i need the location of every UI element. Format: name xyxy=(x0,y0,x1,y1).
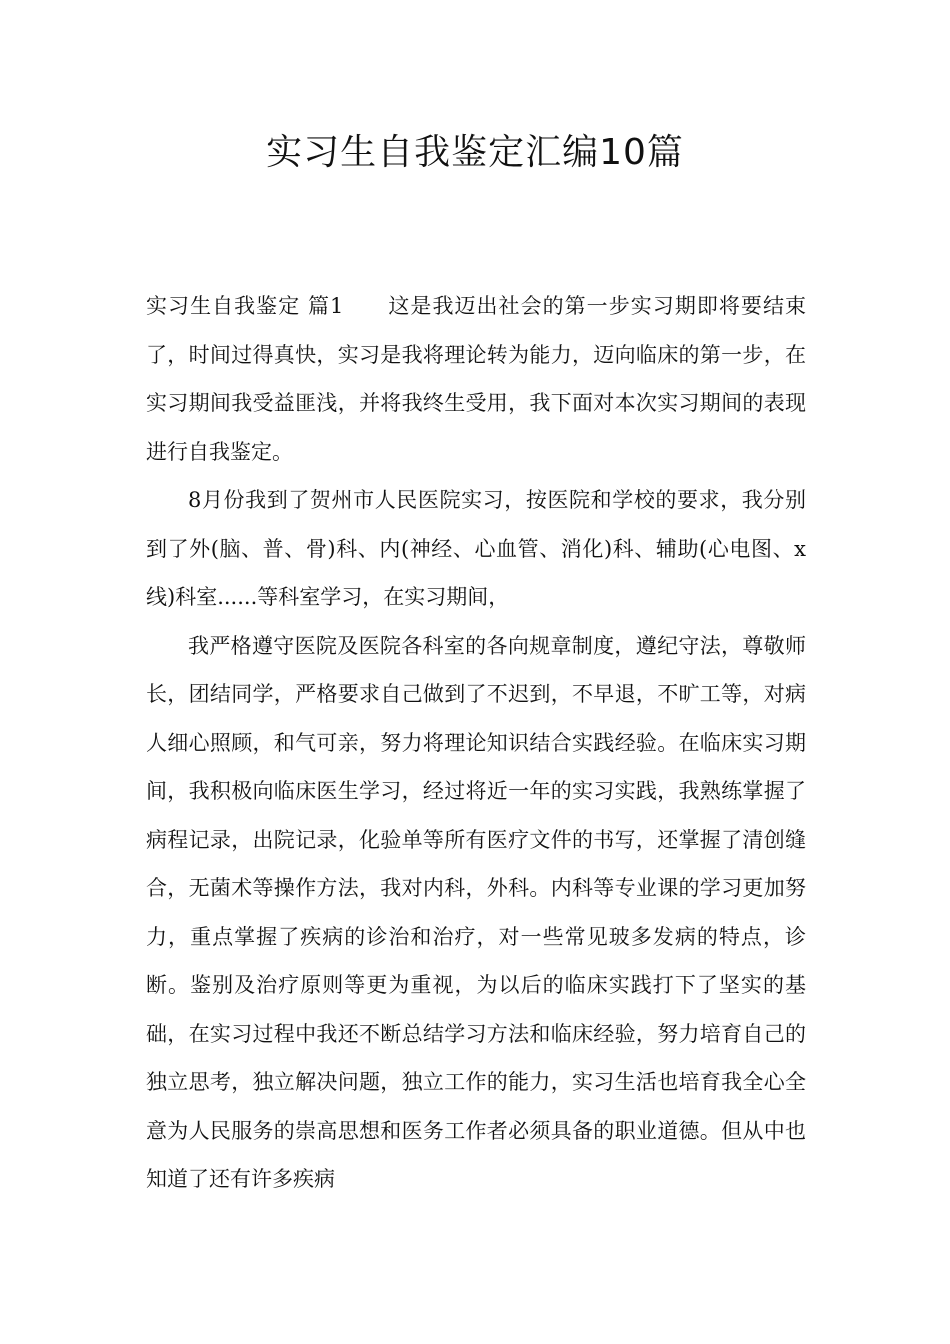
document-title: 实习生自我鉴定汇编10篇 xyxy=(266,132,684,173)
paragraph-2: 8月份我到了贺州市人民医院实习，按医院和学校的要求，我分别到了外(脑、普、骨)科、内(神经、心血管、消化)科、辅助(心电图、x线)科室......等科室学习，在实习期间， xyxy=(146,488,806,609)
document-body xyxy=(146,282,806,1204)
paragraph-1-text: 这是我迈出社会的第一步实习期即将要结束了，时间过得真快，实习是我将理论转为能力，迈向临床的第一步，在实习期间我受益匪浅，并将我终生受用，我下面对本次实习期间的表现进行自我鉴定。 xyxy=(146,294,806,464)
section-heading: 实习生自我鉴定 篇1 xyxy=(146,294,344,318)
paragraph-1 xyxy=(146,282,806,476)
paragraph-3: 我严格遵守医院及医院各科室的各向规章制度，遵纪守法，尊敬师长，团结同学，严格要求自己做到了不迟到，不早退，不旷工等，对病人细心照顾，和气可亲，努力将理论知识结合实践经验。在临床实习期间，我积极向临床医生学习，经过将近一年的实习实践，我熟练掌握了病程记录，出院记录，化验单等所有医疗文件的书写，还掌握了清创缝合，无菌术等操作方法，我对内科，外科。内科等专业课的学习更加努力，重点掌握了疾病的诊治和治疗，对一些常见玻多发病的特点，诊断。鉴别及治疗原则等更为重视，为以后的临床实践打下了坚实的基础，在实习过程中我还不断总结学习方法和临床经验，努力培育自己的独立思考，独立解决问题，独立工作的能力，实习生活也培育我全心全意为人民服务的崇高思想和医务工作者必须具备的职业道德。但从中也知道了还有许多疾病 xyxy=(146,633,806,1191)
